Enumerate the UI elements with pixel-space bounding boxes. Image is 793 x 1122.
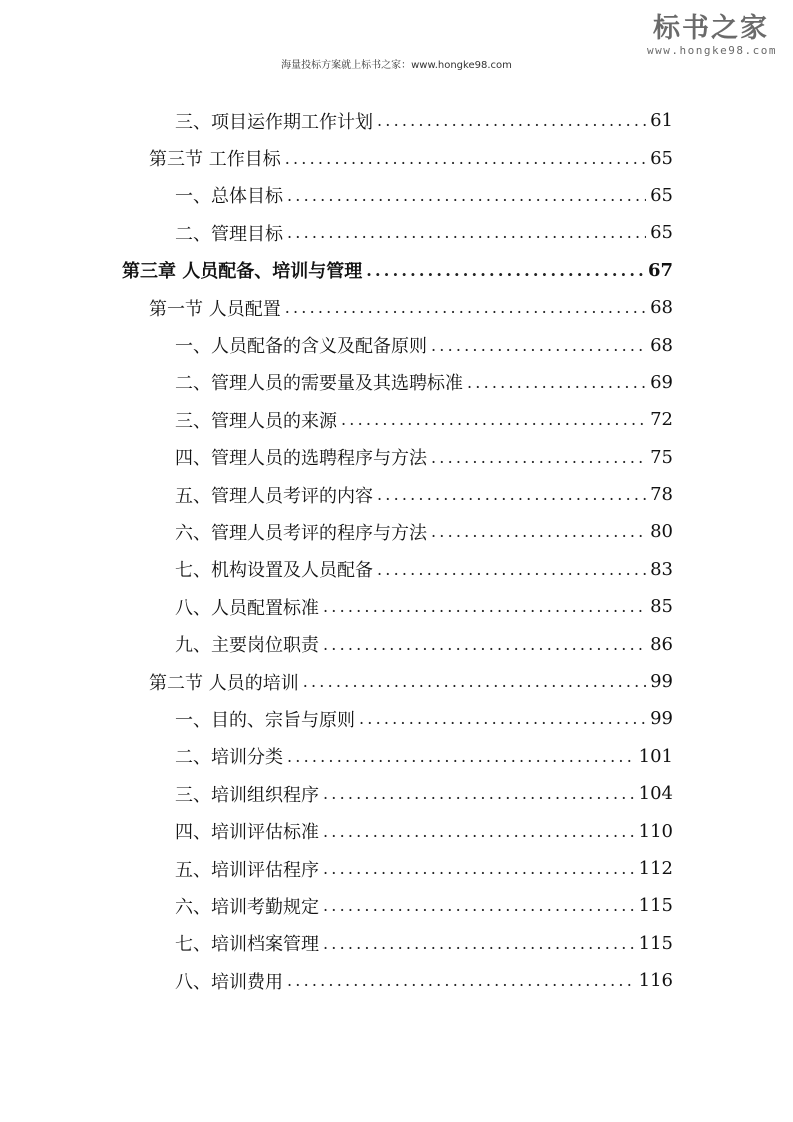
toc-entry-page: 80 [650, 521, 673, 543]
toc-leader-dots [303, 672, 646, 691]
toc-entry[interactable] [0, 700, 673, 737]
toc-leader-dots [323, 859, 635, 878]
toc-entry[interactable] [0, 663, 673, 700]
toc-entry-page: 72 [650, 409, 673, 431]
toc-entry[interactable] [0, 214, 673, 251]
toc-entry-title: 二、管理人员的需要量及其选聘标准 [175, 373, 463, 395]
toc-leader-dots [377, 111, 646, 130]
toc-entry-page: 116 [638, 970, 673, 992]
toc-leader-dots [431, 448, 646, 467]
toc-leader-dots [285, 149, 646, 168]
toc-entry-page: 65 [650, 222, 673, 244]
toc-entry-page: 65 [650, 147, 673, 169]
toc-entry-title: 五、培训评估程序 [175, 859, 319, 881]
site-logo [647, 14, 775, 58]
toc-entry-title: 七、机构设置及人员配备 [175, 560, 373, 582]
toc-leader-dots [323, 597, 646, 616]
toc-entry[interactable] [0, 625, 673, 662]
toc-leader-dots [323, 822, 635, 841]
toc-leader-dots [467, 373, 646, 392]
toc-entry-title: 九、主要岗位职责 [175, 635, 319, 657]
toc-entry-title: 六、管理人员考评的程序与方法 [175, 522, 427, 544]
toc-leader-dots [431, 522, 646, 541]
table-of-contents [0, 102, 793, 999]
toc-entry-page: 61 [650, 110, 673, 132]
toc-leader-dots [287, 971, 635, 990]
toc-entry-title: 七、培训档案管理 [175, 934, 319, 956]
toc-entry-page: 86 [650, 633, 673, 655]
toc-entry-page: 83 [650, 558, 673, 580]
toc-leader-dots [323, 635, 646, 654]
toc-entry-title: 八、培训费用 [175, 971, 283, 993]
toc-entry-page: 104 [638, 783, 673, 805]
toc-leader-dots [377, 485, 646, 504]
toc-entry[interactable] [0, 326, 673, 363]
toc-entry-page: 110 [638, 820, 673, 842]
toc-entry-page: 101 [638, 745, 673, 767]
toc-entry[interactable] [0, 738, 673, 775]
toc-leader-dots [323, 896, 635, 915]
toc-entry-page: 69 [650, 371, 673, 393]
toc-entry-title: 二、培训分类 [175, 747, 283, 769]
toc-entry-title: 三、培训组织程序 [175, 784, 319, 806]
toc-entry[interactable] [0, 551, 673, 588]
header-note: 海量投标方案就上标书之家：www.hongke98.com [281, 60, 512, 71]
toc-entry-page: 67 [647, 259, 673, 281]
toc-entry-page: 112 [638, 858, 673, 879]
toc-entry-page: 85 [650, 596, 673, 618]
toc-entry-page: 99 [650, 708, 673, 730]
toc-entry-title: 三、管理人员的来源 [175, 410, 337, 432]
toc-entry-title: 四、管理人员的选聘程序与方法 [175, 448, 427, 470]
toc-entry[interactable] [0, 252, 673, 289]
toc-entry-page: 68 [650, 334, 673, 356]
toc-leader-dots [287, 747, 635, 766]
toc-entry[interactable] [0, 513, 673, 550]
toc-entry[interactable] [0, 887, 673, 924]
toc-entry[interactable] [0, 102, 673, 139]
toc-entry-page: 115 [638, 932, 673, 954]
toc-entry-title: 一、目的、宗旨与原则 [175, 709, 355, 731]
toc-leader-dots [323, 934, 635, 953]
toc-entry[interactable] [0, 439, 673, 476]
toc-entry-page: 78 [650, 484, 673, 506]
logo-url: www.hongke98.com [647, 44, 777, 57]
toc-entry-title: 五、管理人员考评的内容 [175, 485, 373, 507]
toc-entry-title: 六、培训考勤规定 [175, 896, 319, 918]
toc-entry-title: 四、培训评估标准 [175, 822, 319, 844]
toc-entry[interactable] [0, 962, 673, 999]
toc-leader-dots [366, 261, 644, 280]
toc-leader-dots [431, 336, 646, 355]
toc-entry[interactable] [0, 812, 673, 849]
toc-entry[interactable] [0, 850, 673, 887]
toc-leader-dots [341, 410, 646, 429]
toc-leader-dots [323, 784, 635, 803]
toc-entry-title: 八、人员配置标准 [175, 597, 319, 619]
toc-entry[interactable] [0, 401, 673, 438]
toc-entry-page: 65 [650, 184, 673, 206]
toc-entry-page: 68 [650, 297, 673, 319]
toc-entry-title: 第三节 工作目标 [149, 149, 281, 171]
toc-leader-dots [359, 709, 646, 728]
toc-leader-dots [287, 223, 646, 242]
toc-entry-title: 第一节 人员配置 [149, 298, 281, 320]
toc-entry[interactable] [0, 139, 673, 176]
toc-entry[interactable] [0, 289, 673, 326]
toc-entry-title: 一、总体目标 [175, 186, 283, 208]
toc-entry[interactable] [0, 925, 673, 962]
toc-entry-page: 75 [650, 446, 673, 468]
toc-entry[interactable] [0, 775, 673, 812]
toc-entry[interactable] [0, 588, 673, 625]
toc-leader-dots [287, 186, 646, 205]
toc-entry-title: 三、项目运作期工作计划 [175, 111, 373, 133]
toc-entry-title: 第三章 人员配备、培训与管理 [122, 261, 363, 283]
toc-entry[interactable] [0, 177, 673, 214]
toc-leader-dots [285, 298, 646, 317]
logo-title: 标书之家 [653, 13, 769, 44]
toc-entry[interactable] [0, 364, 673, 401]
toc-entry-title: 一、人员配备的含义及配备原则 [175, 336, 427, 358]
toc-entry-title: 第二节 人员的培训 [149, 672, 299, 694]
toc-entry-title: 二、管理目标 [175, 223, 283, 245]
toc-entry[interactable] [0, 476, 673, 513]
toc-entry-page: 99 [650, 671, 673, 693]
toc-entry-page: 115 [638, 895, 673, 917]
toc-leader-dots [377, 560, 646, 579]
